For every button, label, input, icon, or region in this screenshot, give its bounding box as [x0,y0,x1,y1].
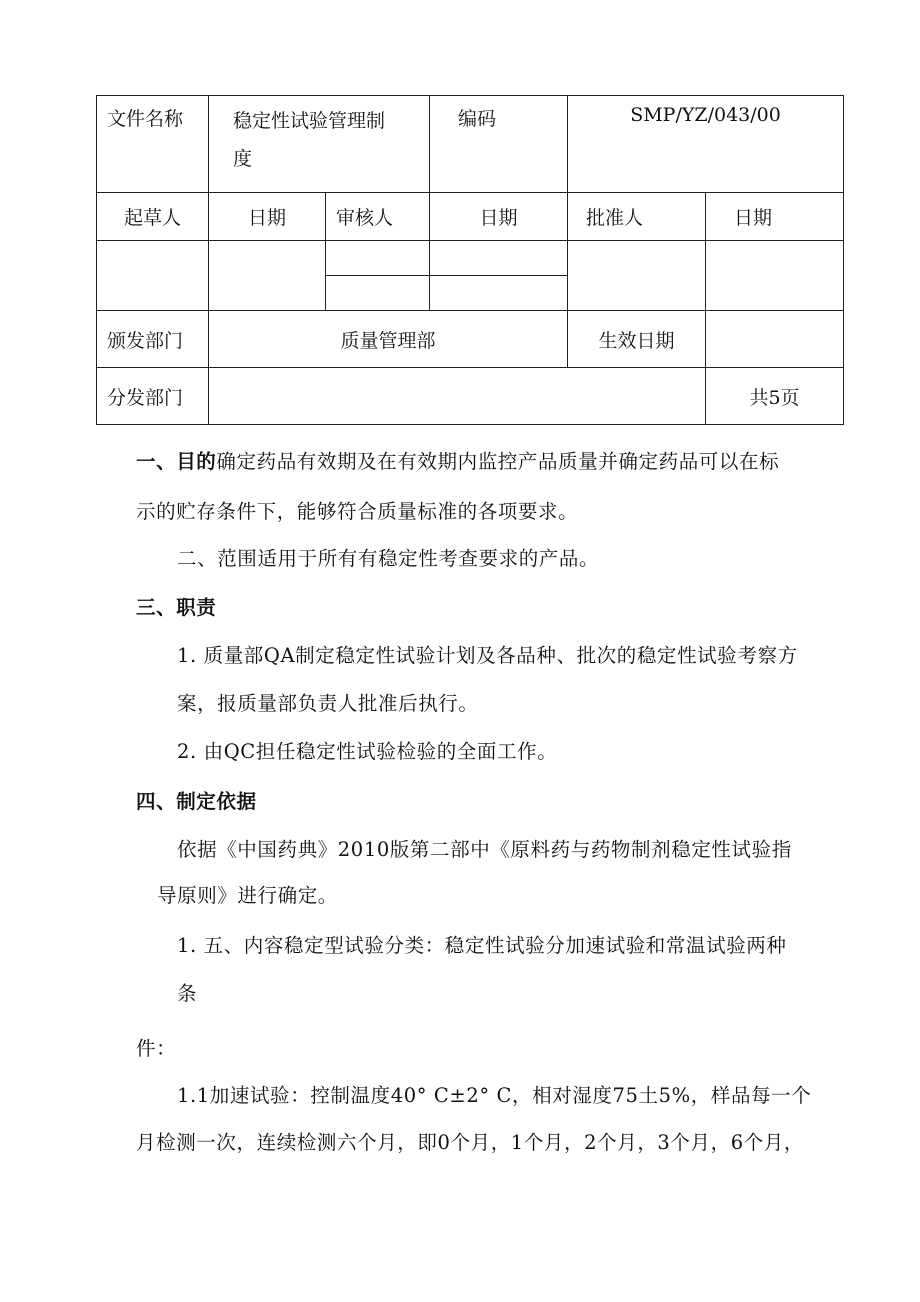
date-label-3: 日期 [706,193,844,241]
duty-2: 2. 由QC担任稳定性试验检验的全面工作。 [177,740,558,763]
section-basis-heading: 四、制定依据 [136,790,257,813]
section-purpose [136,446,779,474]
file-name-value-line1: 稳定性试验管理制 [233,110,386,132]
section-purpose-text-1: 确定药品有效期及在有效期内监控产品质量并确定药品可以在标 [216,450,780,473]
drafter-signature-cell [97,241,209,311]
reviewer-label: 审核人 [326,193,430,241]
distribute-dept-value [209,368,706,425]
drafter-date-cell [209,241,326,311]
duty-1-line-2: 案，报质量部负责人批准后执行。 [177,692,479,715]
code-label: 编码 [430,96,568,193]
file-name-label: 文件名称 [97,96,209,193]
issue-dept-value: 质量管理部 [209,311,568,368]
effective-date-label: 生效日期 [568,311,706,368]
reviewer-date-cell-1 [430,241,568,276]
content-line-1: 1. 五、内容稳定型试验分类：稳定性试验分加速试验和常温试验两种 [177,934,787,957]
date-label-1: 日期 [209,193,326,241]
reviewer-signature-cell-2 [326,276,430,311]
accelerated-test-line-2: 月检测一次，连续检测六个月，即0个月，1个月，2个月，3个月，6个月， [136,1131,805,1154]
section-purpose-text-2: 示的贮存条件下，能够符合质量标准的各项要求。 [136,500,579,523]
date-label-2: 日期 [430,193,568,241]
reviewer-date-cell-2 [430,276,568,311]
basis-line-1: 依据《中国药典》2010版第二部中《原料药与药物制剂稳定性试验指 [177,838,792,861]
content-line-2: 条 [177,982,198,1005]
issue-dept-label: 颁发部门 [97,311,209,368]
row-signatures-head [97,193,844,241]
row-signatures-blank-1 [97,241,844,276]
section-purpose-heading: 一、目的 [136,450,217,473]
section-duties-heading: 三、职责 [136,596,217,619]
basis-line-2: 导原则》进行确定。 [157,884,338,907]
file-name-value-line2: 度 [233,148,253,170]
row-file-info [97,96,844,193]
duty-1-line-1: 1. 质量部QA制定稳定性试验计划及各品种、批次的稳定性试验考察方 [177,644,798,667]
section-scope: 二、范围适用于所有有稳定性考查要求的产品。 [177,547,600,570]
content-line-3: 件： [136,1037,177,1060]
approver-label: 批准人 [568,193,706,241]
accelerated-test-line-1: 1.1加速试验：控制温度40° C±2° C，相对湿度75土5%，样品每一个 [177,1084,812,1107]
row-distribute-dept [97,368,844,425]
document-header-table [96,95,844,425]
page-count: 共5页 [706,368,844,425]
approver-date-cell [706,241,844,311]
reviewer-signature-cell-1 [326,241,430,276]
code-value: SMP/YZ/043/00 [568,96,844,193]
drafter-label: 起草人 [97,193,209,241]
file-name-value [209,96,430,193]
approver-signature-cell [568,241,706,311]
row-issue-dept [97,311,844,368]
distribute-dept-label: 分发部门 [97,368,209,425]
effective-date-value [706,311,844,368]
